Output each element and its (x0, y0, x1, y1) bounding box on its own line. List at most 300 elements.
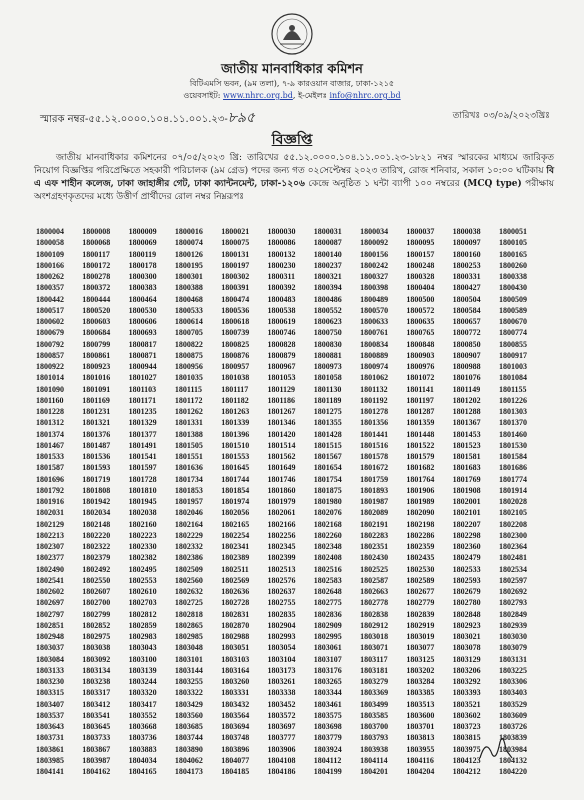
roll-number: 1800468 (174, 294, 203, 304)
roll-number: 1803134 (82, 665, 111, 675)
roll-number: 1801505 (174, 440, 203, 450)
roll-number: 1801672 (360, 463, 389, 473)
roll-number: 1803407 (36, 699, 64, 709)
roll-number: 1802923 (452, 620, 481, 630)
roll-number: 1800126 (174, 249, 203, 259)
roll-number: 1800536 (221, 305, 250, 315)
roll-number: 1802490 (36, 564, 64, 574)
roll-number: 1800822 (174, 339, 203, 349)
roll-number: 1803537 (36, 710, 64, 720)
roll-row (36, 327, 545, 338)
roll-number: 1802983 (128, 632, 157, 641)
roll-number: 1803279 (360, 677, 389, 686)
roll-row (36, 451, 545, 462)
roll-number: 1802256 (267, 530, 296, 540)
roll-number: 1800509 (498, 294, 527, 304)
roll-number: 1800166 (36, 260, 64, 270)
roll-number: 1802408 (313, 553, 342, 563)
roll-number: 1804204 (406, 767, 435, 776)
roll-number: 1800442 (36, 294, 64, 304)
roll-number: 1800538 (267, 305, 296, 315)
roll-number: 1800095 (406, 238, 435, 248)
roll-number: 1803202 (406, 665, 435, 675)
roll-number: 1800973 (313, 362, 342, 371)
roll-number: 1801875 (313, 485, 342, 495)
roll-number: 1800087 (313, 238, 342, 248)
roll-number: 1800879 (267, 350, 296, 360)
roll-number: 1803697 (267, 722, 296, 731)
roll-number: 1800021 (221, 227, 250, 236)
roll-row (36, 676, 545, 687)
roll-number: 1800828 (267, 339, 296, 349)
org-address: বিটিএমসি ভবন, (৯ম তলা), ৭-৯ কারওয়ান বাজার, ঢাকা-১২১৫ (189, 79, 395, 88)
roll-row (36, 282, 545, 293)
roll-number: 1800922 (36, 362, 64, 371)
roll-number: 1801370 (498, 418, 527, 428)
roll-number: 1804185 (221, 767, 250, 776)
roll-number: 1802513 (267, 564, 296, 574)
roll-number: 1803176 (313, 665, 342, 675)
roll-number: 1801908 (452, 485, 481, 495)
roll-number: 1800633 (360, 317, 389, 326)
roll-number: 1800825 (221, 339, 250, 349)
roll-number: 1803244 (128, 677, 157, 686)
roll-number: 1802648 (313, 587, 342, 596)
roll-number: 1802780 (452, 598, 481, 608)
roll-number: 1803030 (498, 632, 527, 641)
roll-number: 1802283 (360, 530, 389, 540)
roll-number: 1800739 (221, 328, 250, 338)
roll-number: 1803051 (221, 643, 250, 653)
roll-number: 1802677 (406, 587, 435, 596)
roll-number: 1800383 (128, 283, 157, 293)
roll-number: 1803564 (221, 710, 250, 720)
roll-number: 1802560 (174, 575, 203, 585)
roll-number: 1803054 (267, 643, 296, 653)
roll-number: 1802576 (267, 575, 296, 585)
roll-number: 1803071 (360, 643, 389, 653)
roll-number: 1802679 (452, 587, 481, 596)
roll-number: 1804112 (313, 755, 342, 765)
roll-number: 1803924 (313, 744, 342, 754)
roll-number: 1800584 (452, 305, 481, 315)
roll-number: 1803975 (452, 744, 481, 754)
roll-number: 1804173 (174, 767, 203, 776)
roll-number: 1801278 (360, 407, 389, 416)
roll-number: 1801231 (82, 407, 111, 416)
roll-number: 1802587 (360, 575, 389, 585)
roll-row (36, 699, 545, 710)
roll-number: 1802799 (82, 609, 111, 619)
email-label: , ই-মেইলঃ (292, 91, 327, 100)
roll-number: 1804220 (498, 767, 527, 776)
roll-number: 1800500 (406, 294, 435, 304)
roll-number: 1801262 (174, 407, 203, 416)
roll-number: 1802985 (174, 632, 203, 641)
roll-number: 1800876 (221, 350, 250, 360)
roll-number: 1802775 (313, 598, 342, 608)
roll-number: 1801487 (82, 440, 111, 450)
roll-number: 1802382 (128, 553, 157, 563)
roll-number: 1800956 (174, 362, 203, 371)
roll-number: 1801759 (360, 474, 389, 484)
roll-number: 1803736 (128, 733, 157, 743)
roll-number: 1803344 (313, 688, 342, 698)
roll-number: 1803403 (498, 688, 527, 698)
roll-number: 1800474 (221, 294, 250, 304)
roll-number: 1802031 (36, 508, 64, 518)
roll-number: 1802220 (82, 530, 111, 540)
roll-number: 1802530 (406, 564, 435, 574)
roll-row (36, 372, 545, 383)
roll-number: 1803144 (174, 665, 203, 675)
roll-number: 1801987 (360, 497, 389, 506)
roll-number: 1802160 (128, 519, 157, 529)
roll-number: 1800976 (406, 362, 435, 371)
roll-number: 1800031 (313, 227, 342, 236)
roll-number: 1801581 (452, 452, 481, 461)
roll-number: 1802430 (360, 553, 389, 563)
roll-number: 1802254 (221, 530, 250, 540)
roll-number: 1801058 (313, 373, 342, 383)
website-link[interactable]: www.nhrc.org.bd (223, 91, 293, 100)
roll-number: 1802632 (174, 587, 203, 596)
roll-number: 1801754 (313, 474, 342, 484)
roll-number: 1801186 (267, 395, 296, 405)
roll-row (36, 305, 545, 316)
roll-number: 1800619 (267, 317, 296, 326)
roll-number: 1801288 (452, 407, 481, 416)
roll-number: 1800875 (174, 350, 203, 360)
roll-number: 1802859 (128, 620, 157, 630)
roll-number: 1800606 (128, 317, 157, 326)
roll-number: 1803572 (267, 710, 296, 720)
roll-number: 1800430 (498, 283, 527, 293)
roll-number: 1803100 (128, 654, 157, 664)
roll-number: 1803609 (498, 710, 527, 720)
roll-number: 1802389 (221, 553, 250, 563)
roll-number: 1801957 (174, 497, 203, 506)
roll-number: 1800237 (313, 260, 342, 270)
roll-number: 1803078 (452, 643, 481, 653)
roll-number: 1801696 (36, 474, 64, 484)
roll-row (36, 361, 545, 372)
website-label: ওয়েবসাইট: (183, 91, 221, 100)
roll-number: 1801906 (406, 485, 435, 495)
roll-number: 1803744 (174, 733, 203, 743)
roll-number: 1801428 (313, 429, 342, 439)
roll-number: 1802533 (452, 564, 481, 574)
roll-number: 1801774 (498, 474, 527, 484)
roll-number: 1801453 (452, 429, 481, 439)
roll-number: 1803238 (82, 677, 111, 686)
roll-number: 1800486 (313, 294, 342, 304)
roll-row (36, 395, 545, 406)
roll-number: 1802330 (128, 542, 157, 551)
roll-number: 1802360 (452, 542, 481, 551)
roll-number: 1800850 (452, 339, 481, 349)
roll-number: 1800300 (128, 272, 157, 281)
roll-number: 1803955 (406, 744, 435, 754)
roll-number: 1800679 (36, 328, 64, 338)
roll-number: 1802849 (498, 609, 527, 619)
contact-line (0, 90, 584, 103)
roll-number: 1802779 (406, 598, 435, 608)
roll-number: 1803906 (267, 744, 296, 754)
roll-number: 1801541 (128, 452, 157, 461)
roll-number: 1802516 (313, 564, 342, 574)
roll-number: 1803315 (36, 688, 64, 698)
roll-number: 1802359 (406, 542, 435, 551)
roll-number: 1801584 (498, 452, 527, 461)
roll-number: 1801810 (128, 485, 157, 495)
roll-number: 1800517 (36, 305, 64, 315)
roll-number: 1803292 (452, 677, 481, 686)
roll-number: 1803698 (313, 722, 342, 731)
roll-number: 1801396 (221, 429, 250, 439)
roll-number: 1801567 (313, 452, 342, 461)
roll-number: 1801374 (36, 429, 64, 439)
roll-number: 1800327 (360, 272, 389, 281)
roll-number: 1800074 (174, 238, 203, 248)
roll-number: 1803685 (174, 722, 203, 731)
roll-number: 1802793 (498, 598, 527, 608)
roll-number: 1803541 (82, 710, 111, 720)
roll-number: 1803452 (267, 699, 296, 709)
roll-number: 1800394 (313, 283, 342, 293)
roll-number: 1801974 (221, 497, 250, 506)
roll-number: 1803261 (267, 677, 296, 686)
roll-number: 1803077 (406, 643, 435, 653)
roll-number: 1801053 (267, 373, 296, 383)
roll-number: 1804165 (128, 767, 157, 776)
roll-number: 1801035 (174, 373, 203, 383)
roll-number: 1800058 (36, 238, 64, 248)
roll-number: 1800328 (406, 272, 435, 281)
roll-row (36, 721, 545, 732)
roll-row (36, 237, 545, 248)
roll-number: 1803101 (174, 654, 203, 664)
roll-number: 1804212 (452, 767, 481, 776)
roll-number: 1801367 (452, 418, 481, 428)
roll-number: 1800278 (82, 272, 111, 281)
roll-number: 1800774 (498, 328, 527, 338)
roll-number: 1802208 (498, 519, 527, 529)
roll-number: 1801172 (174, 395, 203, 405)
roll-number: 1801853 (174, 485, 203, 495)
roll-number: 1800830 (313, 339, 342, 349)
roll-number: 1802993 (267, 632, 296, 641)
roll-number: 1802818 (174, 609, 203, 619)
roll-number: 1800857 (36, 350, 64, 360)
roll-number: 1803338 (267, 688, 296, 698)
roll-number: 1802076 (313, 508, 342, 518)
roll-number: 1804108 (267, 755, 296, 765)
roll-number: 1801808 (82, 485, 111, 495)
roll-number: 1802835 (267, 609, 296, 619)
roll-number: 1800657 (452, 317, 481, 326)
roll-row (36, 530, 545, 541)
roll-number: 1801746 (267, 474, 296, 484)
roll-row (36, 474, 545, 485)
roll-row (36, 440, 545, 451)
roll-number: 1802778 (360, 598, 389, 608)
roll-number: 1801460 (498, 429, 527, 439)
roll-number: 1804114 (360, 755, 388, 765)
roll-number: 1802479 (452, 553, 481, 563)
roll-number: 1802995 (313, 632, 342, 641)
roll-number: 1801331 (174, 418, 203, 428)
roll-number: 1802852 (82, 620, 111, 630)
roll-row (36, 226, 545, 237)
roll-number: 1804132 (498, 755, 527, 765)
roll-number: 1801226 (498, 395, 527, 405)
roll-number: 1801356 (360, 418, 389, 428)
roll-number: 1801388 (174, 429, 203, 439)
roll-number: 1802260 (313, 530, 342, 540)
roll-number: 1801103 (128, 384, 157, 394)
roll-number: 1802129 (36, 519, 64, 529)
roll-number: 1802692 (498, 587, 527, 596)
roll-number: 1801597 (128, 463, 157, 473)
roll-number: 1801553 (221, 452, 250, 461)
roll-number: 1802001 (452, 497, 481, 506)
roll-number: 1801515 (313, 440, 342, 450)
roll-number: 1803092 (82, 654, 111, 664)
roll-row (36, 654, 545, 665)
roll-number: 1801649 (267, 463, 296, 473)
roll-row (36, 485, 545, 496)
roll-number: 1800034 (360, 227, 389, 236)
roll-number: 1802948 (36, 632, 64, 641)
body-mid: কেন্দ্রে অনুষ্ঠিত ১ ঘন্টা ব্যাপী ১০০ নম্বরের (304, 179, 464, 189)
roll-number: 1802377 (36, 553, 64, 563)
roll-number: 1801062 (360, 373, 389, 383)
roll-number: 1800988 (452, 362, 481, 371)
roll-number: 1801516 (360, 440, 389, 450)
roll-number: 1804186 (267, 767, 296, 776)
roll-row (36, 339, 545, 350)
roll-number: 1801945 (128, 497, 157, 506)
roll-number: 1802351 (360, 542, 389, 551)
roll-number: 1800248 (406, 260, 435, 270)
roll-number: 1801235 (128, 407, 157, 416)
roll-number: 1802831 (221, 609, 250, 619)
roll-number: 1803733 (82, 733, 111, 743)
roll-number: 1803585 (360, 710, 389, 720)
memo-label: স্মারক নম্বর-৫৫.১২.০০০০.১০৪.১১.০০১.২৩- (40, 114, 228, 125)
roll-number: 1803019 (406, 632, 435, 641)
roll-number: 1800165 (498, 249, 527, 259)
roll-number: 1803079 (498, 643, 527, 653)
roll-number: 1803839 (498, 733, 527, 743)
roll-number: 1802166 (267, 519, 296, 529)
roll-number: 1800603 (82, 317, 111, 326)
roll-number: 1803861 (36, 744, 64, 754)
roll-number: 1800311 (267, 272, 296, 281)
roll-number: 1803602 (452, 710, 481, 720)
roll-number: 1801169 (82, 395, 110, 405)
roll-number: 1802904 (267, 620, 296, 630)
roll-number: 1801533 (36, 452, 64, 461)
roll-number: 1800974 (360, 362, 389, 371)
roll-number: 1802569 (221, 575, 250, 585)
roll-row (36, 744, 545, 755)
roll-number: 1803206 (452, 665, 481, 675)
roll-number: 1803793 (360, 733, 389, 743)
roll-number: 1803255 (174, 677, 203, 686)
roll-number: 1802593 (452, 575, 481, 585)
roll-number: 1802550 (82, 575, 111, 585)
roll-number: 1800117 (82, 249, 110, 259)
roll-number: 1802728 (221, 598, 250, 608)
roll-number: 1803129 (452, 654, 481, 664)
roll-number: 1801376 (82, 429, 111, 439)
roll-number: 1801084 (498, 373, 527, 383)
roll-row (36, 597, 545, 608)
roll-number: 1803139 (128, 665, 157, 675)
roll-number: 1802089 (360, 508, 389, 518)
roll-number: 1802386 (174, 553, 203, 563)
roll-number: 1801536 (82, 452, 111, 461)
roll-number: 1800618 (221, 317, 250, 326)
roll-number: 1800160 (452, 249, 481, 259)
roll-number: 1800037 (406, 227, 435, 236)
roll-number: 1802909 (313, 620, 342, 630)
roll-number: 1801076 (452, 373, 481, 383)
roll-number: 1800530 (128, 305, 157, 315)
roll-number: 1802307 (36, 542, 64, 551)
roll-row (36, 552, 545, 563)
roll-number: 1800097 (452, 238, 481, 248)
roll-row (36, 609, 545, 620)
roll-number: 1803575 (313, 710, 342, 720)
roll-number: 1803815 (452, 733, 481, 743)
roll-number: 1803938 (360, 744, 389, 754)
roll-number: 1800917 (498, 350, 527, 360)
roll-number: 1802755 (267, 598, 296, 608)
roll-number: 1802637 (267, 587, 296, 596)
roll-number: 1800444 (82, 294, 111, 304)
roll-number: 1802090 (406, 508, 435, 518)
roll-number: 1802229 (174, 530, 203, 540)
roll-number: 1800834 (360, 339, 389, 349)
roll-number: 1800705 (174, 328, 203, 338)
roll-number: 1803890 (174, 744, 203, 754)
roll-number: 1803701 (406, 722, 435, 731)
roll-number: 1801893 (360, 485, 389, 495)
email-link[interactable]: info@nhrc.org.bd (329, 91, 401, 100)
roll-number: 1802061 (267, 508, 296, 518)
roll-number: 1804116 (406, 755, 434, 765)
roll-row (36, 496, 545, 507)
roll-number: 1803499 (360, 699, 389, 709)
roll-number: 1800572 (406, 305, 435, 315)
roll-number: 1803694 (221, 722, 250, 731)
roll-number: 1803600 (406, 710, 435, 720)
roll-row (36, 384, 545, 395)
roll-number: 1802541 (36, 575, 64, 585)
roll-number: 1800131 (221, 249, 250, 259)
roll-number: 1803432 (221, 699, 250, 709)
roll-number: 1803104 (267, 654, 296, 664)
roll-number: 1802838 (360, 609, 389, 619)
roll-number: 1802636 (221, 587, 250, 596)
roll-row (36, 586, 545, 597)
roll-number: 1803107 (313, 654, 342, 664)
roll-number: 1802509 (174, 564, 203, 574)
roll-number: 1802697 (36, 598, 64, 608)
